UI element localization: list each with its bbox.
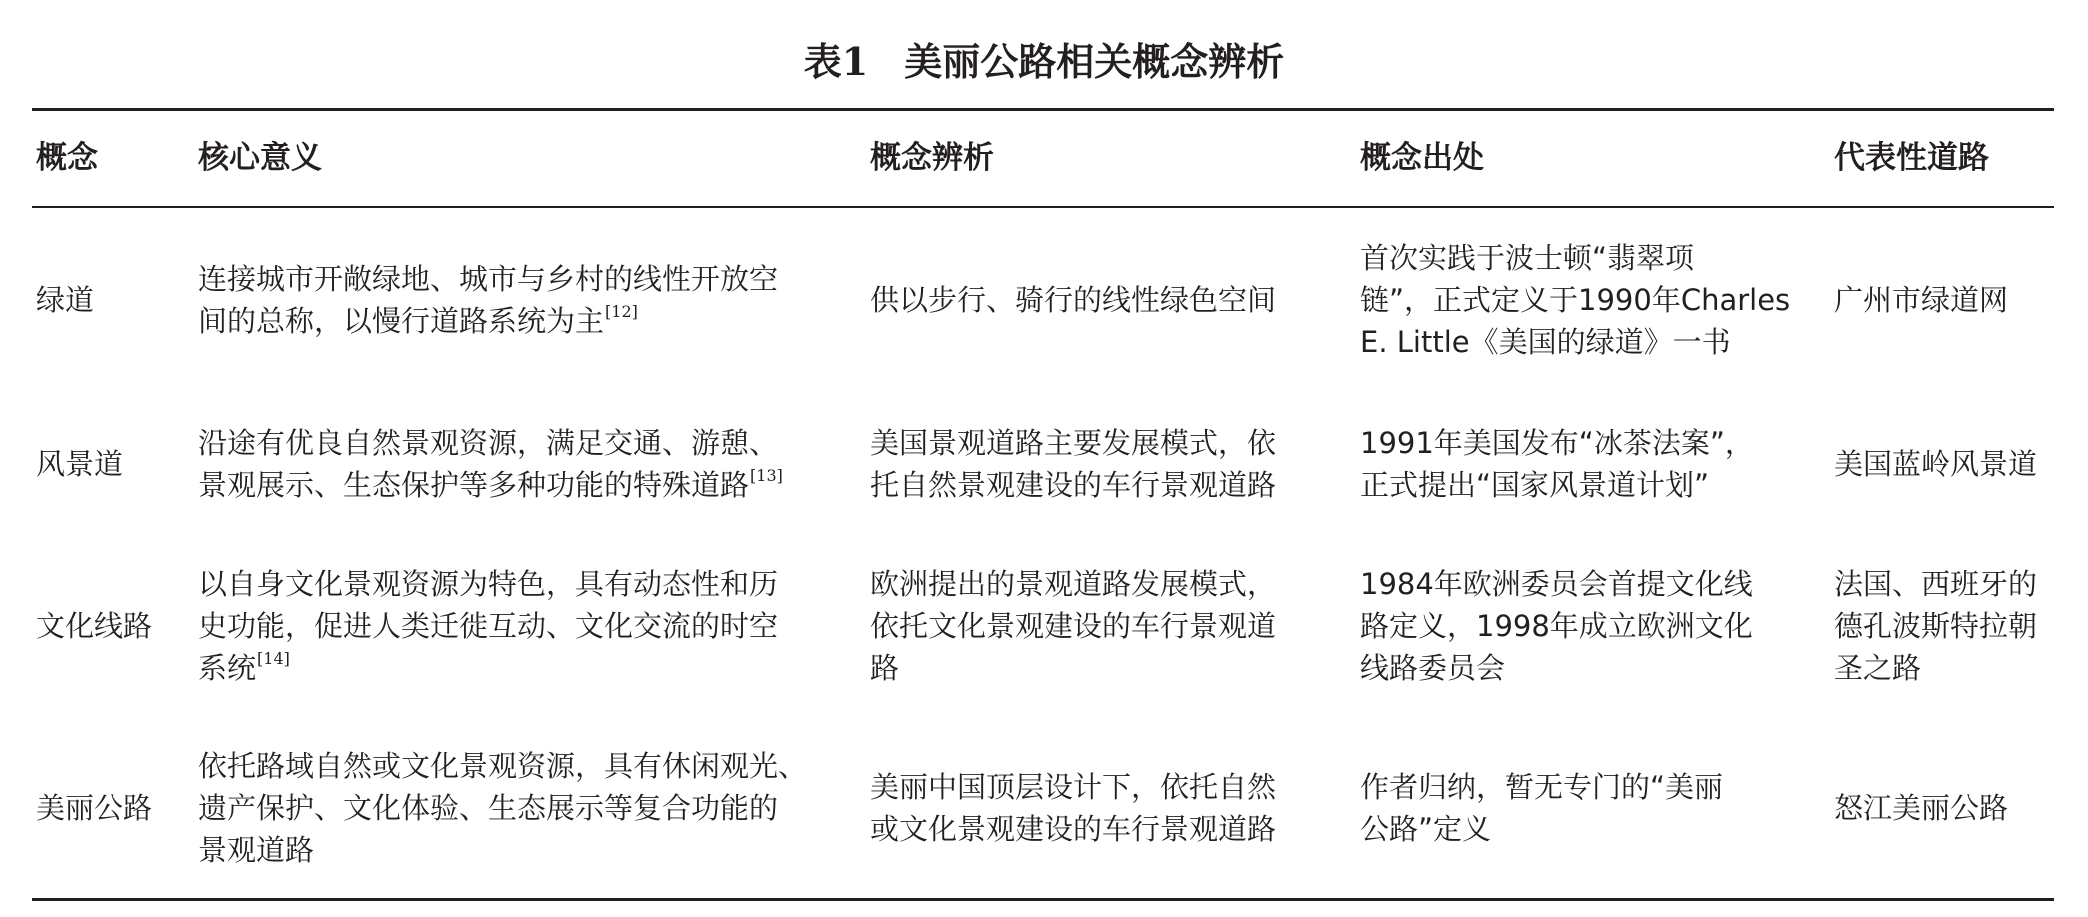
cell-line: 间的总称，以慢行道路系统为主[12] <box>198 302 638 338</box>
header-representative-road: 代表性道路 <box>1834 140 1989 176</box>
core-meaning-cell <box>198 563 778 689</box>
cell-line: 托自然景观建设的车行景观道路 <box>870 468 1277 502</box>
cell-line: 作者归纳，暂无专门的“美丽 <box>1360 770 1724 804</box>
cell-line: 绿道 <box>36 283 95 317</box>
cell-line: 文化线路 <box>36 609 153 643</box>
cell-line: 线路委员会 <box>1360 651 1506 685</box>
cell-line: 欧洲提出的景观道路发展模式， <box>870 567 1277 601</box>
cell-line: E. Little《美国的绿道》一书 <box>1360 325 1731 359</box>
citation-ref: [14] <box>257 649 290 668</box>
cell-line: 正式提出“国家风景道计划” <box>1360 468 1710 502</box>
cell-line: 链”，正式定义于1990年Charles <box>1360 283 1791 317</box>
analysis-cell <box>870 422 1276 506</box>
table-top-rule <box>32 108 2054 111</box>
cell-line: 1984年欧洲委员会首提文化线 <box>1360 567 1753 601</box>
analysis-cell <box>870 563 1276 689</box>
cell-line: 路 <box>870 651 900 685</box>
header-analysis: 概念辨析 <box>870 140 994 176</box>
cell-line: 供以步行、骑行的线性绿色空间 <box>870 283 1277 317</box>
header-origin: 概念出处 <box>1360 140 1484 176</box>
concept-cell <box>36 605 152 647</box>
table-caption <box>0 34 2088 90</box>
header-core-meaning: 核心意义 <box>198 140 322 176</box>
cell-line: 风景道 <box>36 447 124 481</box>
table-number: 表1 <box>803 39 869 84</box>
cell-line: 法国、西班牙的 <box>1834 567 2038 601</box>
cell-line: 路定义，1998年成立欧洲文化 <box>1360 609 1753 643</box>
cell-line: 怒江美丽公路 <box>1834 791 2009 825</box>
cell-line: 系统[14] <box>198 649 290 685</box>
table-header-rule <box>32 206 2054 208</box>
citation-ref: [13] <box>750 466 783 485</box>
cell-line: 史功能，促进人类迁徙互动、文化交流的时空 <box>198 609 779 643</box>
cell-line: 美丽公路 <box>36 791 153 825</box>
core-meaning-cell <box>198 422 783 506</box>
table-title: 美丽公路相关概念辨析 <box>904 39 1285 84</box>
cell-line: 美国景观道路主要发展模式，依 <box>870 426 1277 460</box>
cell-line: 依托路域自然或文化景观资源，具有休闲观光、 <box>198 749 808 783</box>
table-bottom-rule <box>32 898 2054 901</box>
cell-line: 景观展示、生态保护等多种功能的特殊道路[13] <box>198 466 783 502</box>
origin-cell <box>1360 422 1754 506</box>
representative-road-cell <box>1834 787 2008 829</box>
cell-line: 1991年美国发布“冰茶法案”， <box>1360 426 1754 460</box>
cell-line: 沿途有优良自然景观资源，满足交通、游憩、 <box>198 426 779 460</box>
cell-line: 景观道路 <box>198 833 315 867</box>
analysis-cell <box>870 766 1276 850</box>
cell-line: 德孔波斯特拉朝 <box>1834 609 2038 643</box>
origin-cell <box>1360 563 1753 689</box>
cell-line: 公路”定义 <box>1360 812 1492 846</box>
origin-cell <box>1360 766 1723 850</box>
cell-line: 美国蓝岭风景道 <box>1834 447 2038 481</box>
representative-road-cell <box>1834 563 2037 689</box>
cell-line: 以自身文化景观资源为特色，具有动态性和历 <box>198 567 779 601</box>
citation-ref: [12] <box>605 302 638 321</box>
core-meaning-cell <box>198 745 807 871</box>
cell-line: 美丽中国顶层设计下，依托自然 <box>870 770 1277 804</box>
cell-line: 圣之路 <box>1834 651 1922 685</box>
header-concept: 概念 <box>36 140 98 176</box>
concept-cell <box>36 787 152 829</box>
cell-line: 遗产保护、文化体验、生态展示等复合功能的 <box>198 791 779 825</box>
concept-cell <box>36 443 123 485</box>
analysis-cell <box>870 279 1276 321</box>
cell-line: 广州市绿道网 <box>1834 283 2009 317</box>
core-meaning-cell <box>198 258 778 342</box>
cell-line: 依托文化景观建设的车行景观道 <box>870 609 1277 643</box>
cell-line: 连接城市开敞绿地、城市与乡村的线性开放空 <box>198 262 779 296</box>
representative-road-cell <box>1834 443 2037 485</box>
cell-line: 或文化景观建设的车行景观道路 <box>870 812 1277 846</box>
origin-cell <box>1360 237 1790 363</box>
representative-road-cell <box>1834 279 2008 321</box>
cell-line: 首次实践于波士顿“翡翠项 <box>1360 241 1695 275</box>
concept-cell <box>36 279 94 321</box>
